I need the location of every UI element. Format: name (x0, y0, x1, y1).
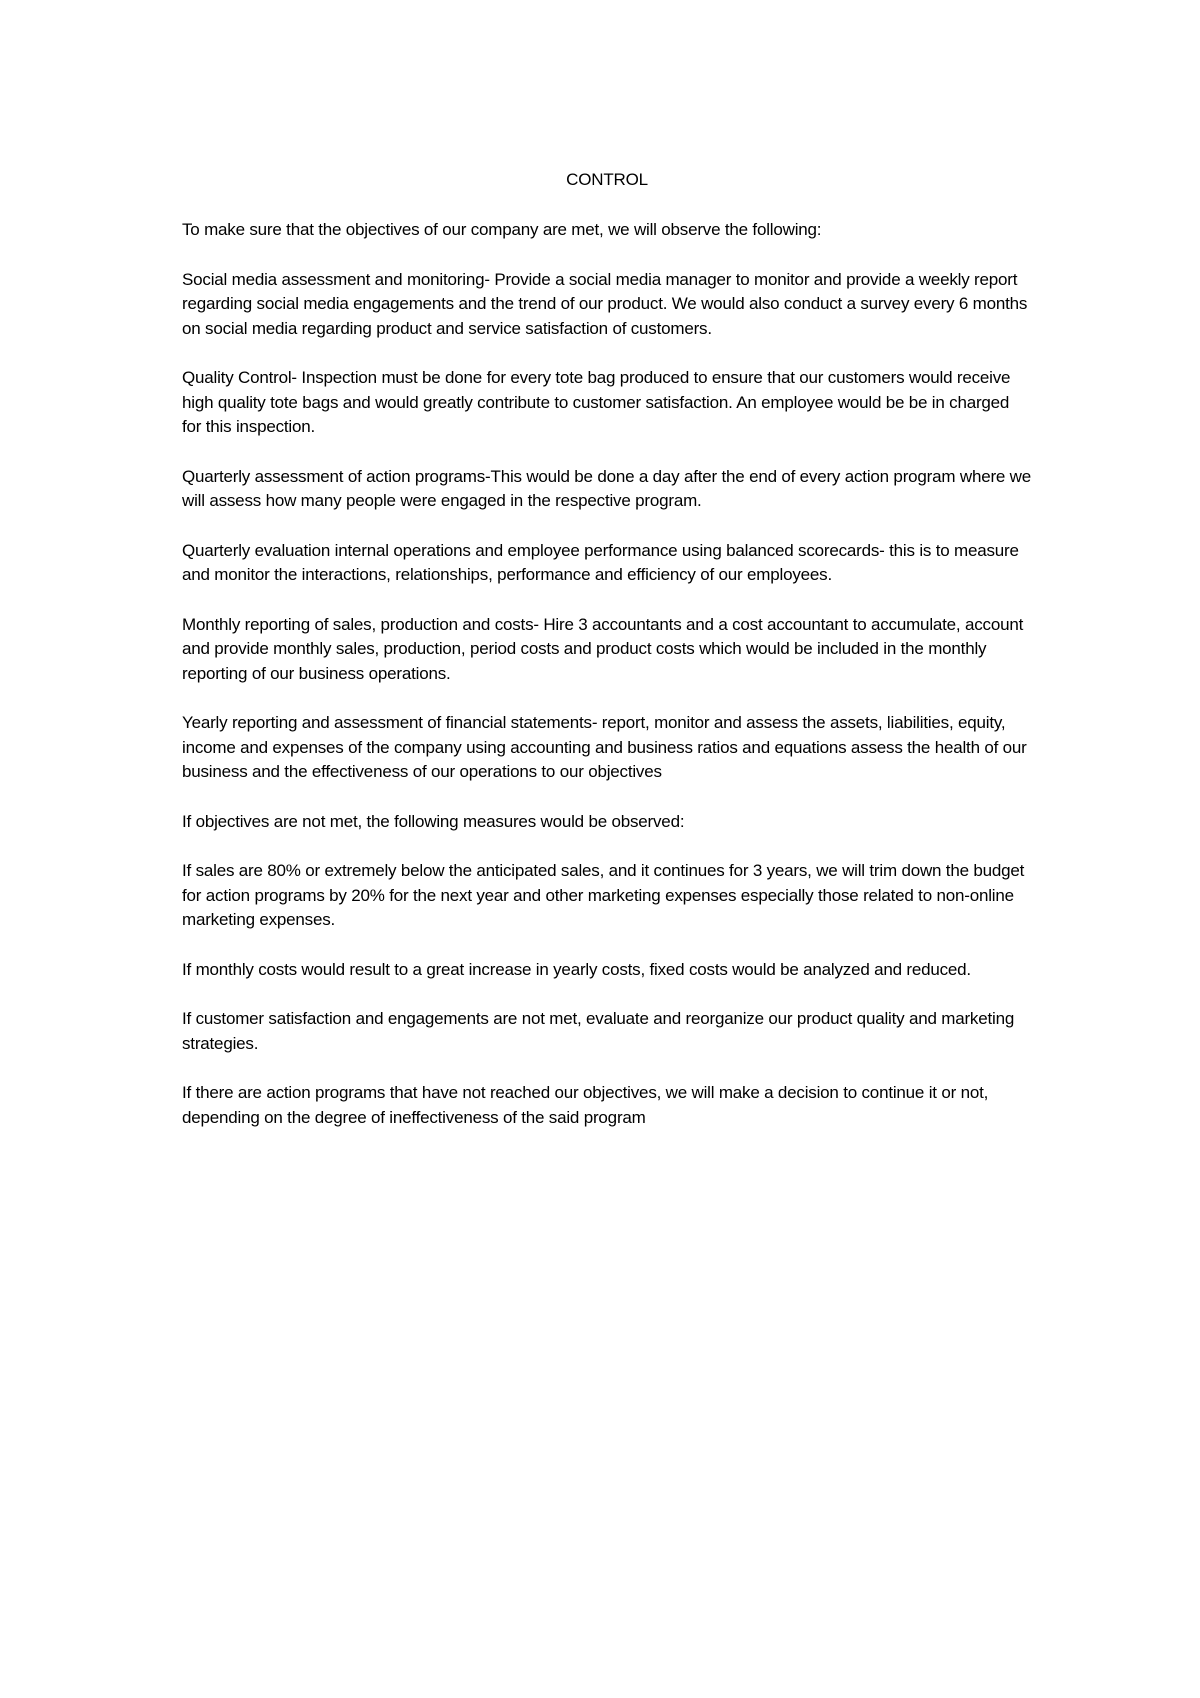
programs-measure-paragraph: If there are action programs that have not reached our objectives, we will make a decision to continue it or not, depending on the degree of ineffectiveness of the said program (182, 1083, 989, 1127)
social-media-paragraph: Social media assessment and monitoring- Provide a social media manager to monitor and provide a weekly report regarding social media engagements and the trend of our product. We would also conduct a survey every 6 months on social media regarding product and service satisfaction of customers. (182, 269, 1028, 338)
measures-intro-paragraph: If objectives are not met, the following measures would be observed: (182, 811, 685, 831)
document-title: CONTROL (566, 170, 648, 189)
yearly-reporting-paragraph: Yearly reporting and assessment of financial statements- report, monitor and assess the assets, liabilities, equity, income and expenses of the company using accounting and business ratios and equations assess the health of our business and the effectiveness of our operations to our objectives (182, 713, 1027, 781)
monthly-reporting-paragraph: Monthly reporting of sales, production and costs- Hire 3 accountants and a cost accountant to accumulate, account and provide monthly sales, production, period costs and product costs which would be included in the monthly reporting of our business operations. (182, 614, 1024, 683)
internal-operations-paragraph: Quarterly evaluation internal operations and employee performance using balanced scorecards- this is to measure and monitor the interactions, relationships, performance and efficiency of our employees. (182, 540, 1019, 584)
action-programs-paragraph: Quarterly assessment of action programs-This would be done a day after the end of every action program where we will assess how many people were engaged in the respective program. (182, 466, 1032, 510)
quality-control-paragraph: Quality Control- Inspection must be done for every tote bag produced to ensure that our customers would receive high quality tote bags and would greatly contribute to customer satisfaction. An employee would be be in charged for this inspection. (182, 368, 1011, 436)
intro-paragraph: To make sure that the objectives of our company are met, we will observe the following: (182, 220, 822, 239)
satisfaction-measure-paragraph: If customer satisfaction and engagements are not met, evaluate and reorganize our product quality and marketing strategies. (182, 1009, 1015, 1053)
sales-measure-paragraph: If sales are 80% or extremely below the anticipated sales, and it continues for 3 years, we will trim down the budget for action programs by 20% for the next year and other marketing expenses especially those related to non-online marketing expenses. (182, 861, 1025, 929)
document-body (182, 168, 1032, 1155)
costs-measure-paragraph: If monthly costs would result to a great increase in yearly costs, fixed costs would be analyzed and reduced. (182, 959, 971, 979)
